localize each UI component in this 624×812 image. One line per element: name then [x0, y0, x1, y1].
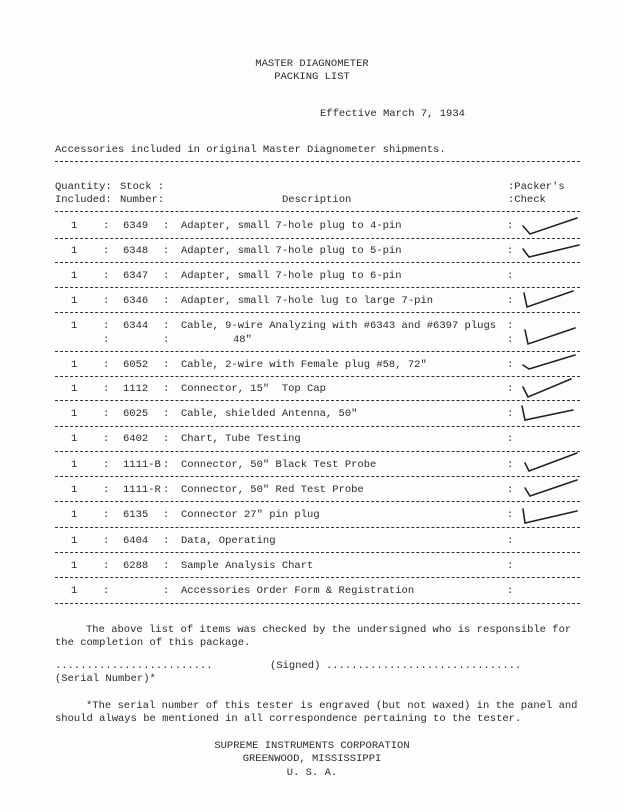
- qty-cell: 1: [71, 270, 78, 282]
- divider: [55, 426, 580, 427]
- qty-cell: 1: [71, 433, 78, 445]
- effective-date: Effective March 7, 1934: [320, 108, 465, 120]
- description-cell: Connector, 15" Top Cap: [181, 383, 326, 395]
- table-row: 1 : 6025 : Cable, shielded Antenna, 50" :: [55, 408, 580, 422]
- statement-line-1: The above list of items was checked by the undersigned who is responsible for: [86, 624, 572, 636]
- stock-header-1: Stock :: [120, 181, 165, 193]
- description-cell: Cable, 2-wire with Female plug #58, 72": [181, 359, 427, 371]
- stock-cell: 6025: [123, 408, 149, 420]
- description-header: Description: [282, 194, 352, 206]
- checkmark-icon: [515, 322, 585, 348]
- company-country: U. S. A.: [286, 767, 338, 779]
- description-cell: Chart, Tube Testing: [181, 433, 301, 445]
- description-cell: Connector, 50" Black Test Probe: [181, 459, 377, 471]
- packer-header-2: :Check: [508, 194, 546, 206]
- table-row: 1 : 6349 : Adapter, small 7-hole plug to 4-pin :: [55, 220, 580, 234]
- stock-cell: 6346: [123, 295, 149, 307]
- company-city: GREENWOOD, MISSISSIPPI: [242, 753, 382, 765]
- stock-cell: 6402: [123, 433, 149, 445]
- serial-label: (Serial Number)*: [55, 673, 156, 685]
- checkmark-icon: [515, 476, 585, 502]
- divider: [55, 527, 580, 528]
- checkmark-icon: [515, 400, 585, 426]
- description-cell: Connector, 50" Red Test Probe: [181, 484, 364, 496]
- stock-cell: 1111-R: [123, 484, 161, 496]
- stock-cell: 6347: [123, 270, 149, 282]
- title-line-1: MASTER DIAGNOMETER: [255, 58, 369, 70]
- checkmark-icon: [515, 501, 585, 527]
- statement-line-2: the completion of this package.: [55, 637, 251, 649]
- description-cell: Sample Analysis Chart: [181, 560, 314, 572]
- divider: [55, 161, 580, 162]
- company-name: SUPREME INSTRUMENTS CORPORATION: [214, 740, 410, 752]
- footnote-line-2: should always be mentioned in all correspondence pertaining to the tester.: [55, 713, 522, 725]
- description-cell: Adapter, small 7-hole lug to large 7-pin: [181, 295, 434, 307]
- checkmark-icon: [515, 212, 585, 238]
- table-row: 1 : 1112 : Connector, 15" Top Cap :: [55, 383, 580, 397]
- qty-cell: 1: [71, 383, 78, 395]
- divider: [55, 376, 580, 377]
- table-row: 1 : 6402 : Chart, Tube Testing :: [71, 433, 514, 445]
- table-row: 1 : 6347 : Adapter, small 7-hole plug to 6-pin :: [71, 270, 514, 282]
- description-cell: Cable, 9-wire Analyzing with #6343 and #6397 plugs: [181, 320, 497, 332]
- serial-dotted-line: .........................: [55, 660, 213, 672]
- divider: [55, 312, 580, 313]
- stock-cell: 6288: [123, 560, 149, 572]
- description-cell: Adapter, small 7-hole plug to 6-pin: [181, 270, 402, 282]
- qty-cell: 1: [71, 220, 78, 232]
- qty-cell: 1: [71, 535, 78, 547]
- intro-text: Accessories included in original Master Diagnometer shipments.: [55, 144, 446, 156]
- divider: [55, 400, 580, 401]
- divider: [55, 476, 580, 477]
- divider: [55, 287, 580, 288]
- description-cell: Cable, shielded Antenna, 50": [181, 408, 358, 420]
- qty-header-1: Quantity:: [55, 181, 112, 193]
- description-cell: Accessories Order Form & Registration: [181, 585, 415, 597]
- table-row: 1 : 6135 : Connector 27" pin plug :: [55, 509, 580, 523]
- table-row: 1 : 1111-R : Connector, 50" Red Test Probe :: [55, 484, 580, 498]
- table-row: 1 : 6288 : Sample Analysis Chart :: [71, 560, 514, 572]
- divider: [55, 238, 580, 239]
- description-cell: Adapter, small 7-hole plug to 4-pin: [181, 220, 402, 232]
- description-cell-continued: 48": [233, 334, 252, 346]
- divider: [55, 211, 580, 212]
- signed-label: (Signed): [270, 660, 321, 672]
- footnote-line-1: *The serial number of this tester is engraved (but not waxed) in the panel and: [86, 700, 578, 712]
- stock-cell: 6349: [123, 220, 149, 232]
- table-row: 1 : 6404 : Data, Operating :: [71, 535, 514, 547]
- divider: [55, 262, 580, 263]
- qty-cell: 1: [71, 295, 78, 307]
- table-row: 1 : 6052 : Cable, 2-wire with Female plug #58, 72" :: [55, 359, 580, 373]
- divider: [55, 501, 580, 502]
- divider: [55, 451, 580, 452]
- packer-header-1: :Packer's: [508, 181, 565, 193]
- qty-cell: 1: [71, 245, 78, 257]
- title-line-2: PACKING LIST: [274, 71, 350, 83]
- table-row: 1 : 6344 : Cable, 9-wire Analyzing with #6343 and #6397 plugs : : : 48" :: [55, 320, 580, 348]
- stock-cell: 6052: [123, 359, 149, 371]
- description-cell: Data, Operating: [181, 535, 276, 547]
- table-row: 1 : : Accessories Order Form & Registration :: [71, 585, 514, 597]
- table-row: 1 : 1111-B : Connector, 50" Black Test Probe :: [55, 459, 580, 473]
- checkmark-icon: [515, 451, 585, 477]
- stock-cell: 6404: [123, 535, 149, 547]
- divider: [55, 351, 580, 352]
- qty-cell: 1: [71, 459, 78, 471]
- qty-cell: 1: [71, 484, 78, 496]
- divider: [55, 603, 580, 604]
- divider: [55, 552, 580, 553]
- table-row: 1 : 6348 : Adapter, small 7-hole plug to 5-pin :: [55, 245, 580, 259]
- checkmark-icon: [515, 375, 585, 401]
- qty-cell: 1: [71, 320, 78, 332]
- description-cell: Adapter, small 7-hole plug to 5-pin: [181, 245, 402, 257]
- qty-cell: 1: [71, 359, 78, 371]
- checkmark-icon: [515, 237, 585, 263]
- qty-cell: 1: [71, 509, 78, 521]
- stock-cell: 6135: [123, 509, 149, 521]
- description-cell: Connector 27" pin plug: [181, 509, 320, 521]
- table-row: 1 : 6346 : Adapter, small 7-hole lug to large 7-pin :: [55, 295, 580, 309]
- qty-header-2: Included:: [55, 194, 112, 206]
- stock-header-2: Number:: [120, 194, 165, 206]
- divider: [55, 577, 580, 578]
- stock-cell: 6348: [123, 245, 149, 257]
- qty-cell: 1: [71, 585, 78, 597]
- stock-cell: 6344: [123, 320, 149, 332]
- checkmark-icon: [515, 351, 585, 377]
- stock-cell: 1112: [123, 383, 149, 395]
- signature-dotted-line: ...............................: [326, 660, 522, 672]
- qty-cell: 1: [71, 560, 78, 572]
- stock-cell: 1111-B: [123, 459, 161, 471]
- checkmark-icon: [515, 287, 585, 313]
- qty-cell: 1: [71, 408, 78, 420]
